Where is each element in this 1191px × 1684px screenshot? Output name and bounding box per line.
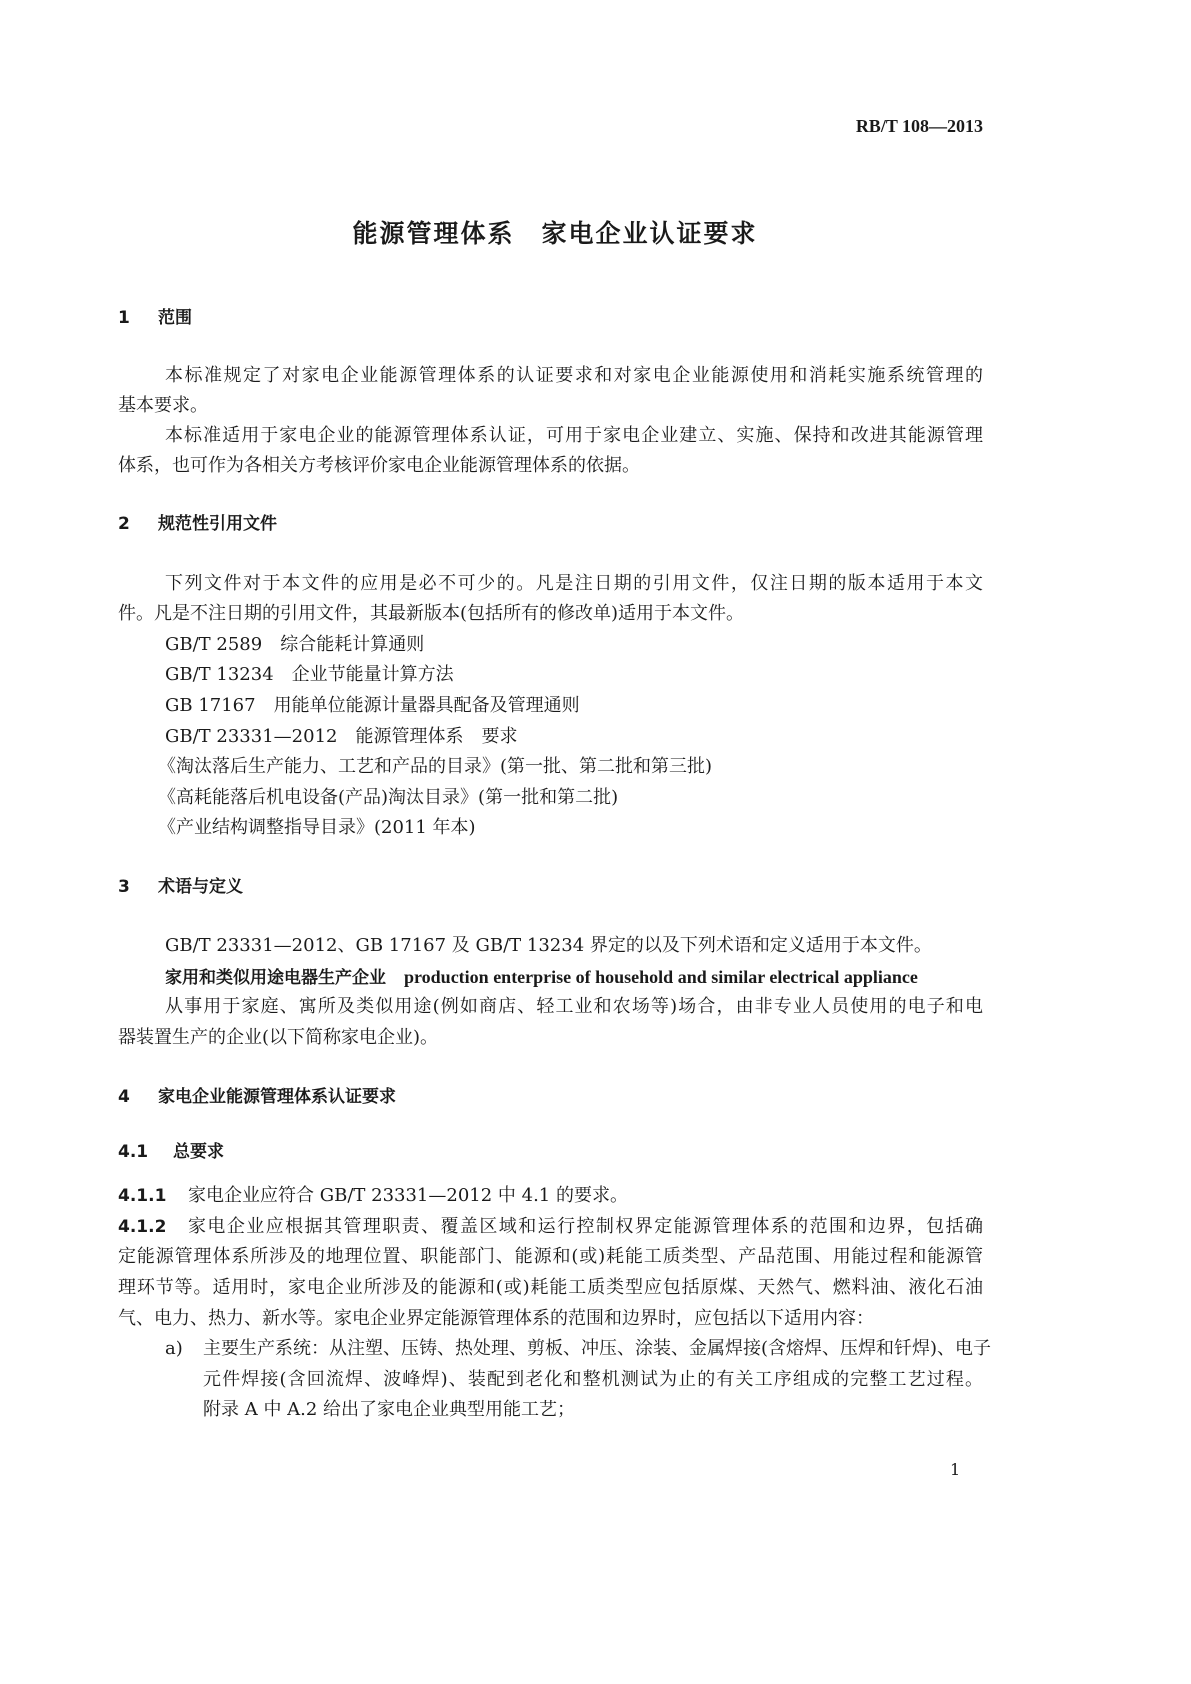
clause-4-1-2: [118, 1214, 983, 1240]
reference-item: 《淘汰落后生产能力、工艺和产品的目录》(第一批、第二批和第三批): [158, 756, 713, 777]
section-2-heading: [118, 511, 277, 537]
definition-line: 从事用于家庭、寓所及类似用途(例如商店、轻工业和农场等)场合，由非专业人员使用的电子和电: [165, 996, 983, 1017]
reference-item: 《产业结构调整指导目录》(2011 年本): [158, 817, 476, 838]
paragraph-line: 基本要求。: [118, 395, 208, 416]
clause-number: 4.1.2: [118, 1217, 167, 1237]
clause-line: 气、电力、热力、新水等。家电企业界定能源管理体系的范围和边界时，应包括以下适用内容：: [118, 1308, 874, 1329]
section-number: 2: [118, 514, 130, 534]
reference-item: GB 17167 用能单位能源计量器具配备及管理通则: [165, 695, 580, 716]
section-number: 4.1: [118, 1142, 149, 1162]
reference-item: GB/T 13234 企业节能量计算方法: [165, 664, 454, 685]
paragraph-line: 下列文件对于本文件的应用是必不可少的。凡是注日期的引用文件，仅注日期的版本适用于本文: [165, 573, 983, 594]
term-entry: [165, 964, 918, 990]
reference-item: 《高耗能落后机电设备(产品)淘汰目录》(第一批和第二批): [158, 787, 619, 808]
clause-4-1-1: [118, 1183, 628, 1209]
clause-text: 家电企业应根据其管理职责、覆盖区域和运行控制权界定能源管理体系的范围和边界，包括确: [188, 1216, 983, 1237]
section-4-1-heading: [118, 1139, 224, 1165]
document-code: RB/T 108—2013: [855, 116, 983, 136]
section-3-heading: [118, 874, 243, 900]
section-title: 术语与定义: [158, 877, 243, 897]
section-4-heading: [118, 1084, 396, 1110]
paragraph-line: 体系，也可作为各相关方考核评价家电企业能源管理体系的依据。: [118, 455, 640, 476]
clause-text: 家电企业应符合 GB/T 23331—2012 中 4.1 的要求。: [188, 1185, 628, 1206]
term-en: production enterprise of household and similar electrical appliance: [404, 967, 918, 987]
section-1-heading: [118, 305, 192, 331]
paragraph-line: 本标准规定了对家电企业能源管理体系的认证要求和对家电企业能源使用和消耗实施系统管理的: [165, 365, 983, 386]
clause-line: 理环节等。适用时，家电企业所涉及的能源和(或)耗能工质类型应包括原煤、天然气、燃料油、液化石油: [118, 1277, 983, 1298]
section-number: 1: [118, 308, 130, 328]
definition-line: 器装置生产的企业(以下简称家电企业)。: [118, 1027, 439, 1048]
page-number: 1: [950, 1460, 961, 1479]
section-number: 3: [118, 877, 130, 897]
term-zh: 家用和类似用途电器生产企业: [165, 968, 386, 988]
clause-line: 定能源管理体系所涉及的地理位置、职能部门、能源和(或)耗能工质类型、产品范围、用能过程和能源管: [118, 1246, 983, 1267]
section-number: 4: [118, 1087, 130, 1107]
paragraph-line: 件。凡是不注日期的引用文件，其最新版本(包括所有的修改单)适用于本文件。: [118, 603, 745, 624]
paragraph-line: GB/T 23331—2012、GB 17167 及 GB/T 13234 界定的以及下列术语和定义适用于本文件。: [165, 935, 932, 956]
document-title: 能源管理体系 家电企业认证要求: [352, 219, 758, 248]
paragraph-line: 本标准适用于家电企业的能源管理体系认证，可用于家电企业建立、实施、保持和改进其能源管理: [165, 425, 983, 446]
list-item-line: 元件焊接(含回流焊、波峰焊)、装配到老化和整机测试为止的有关工序组成的完整工艺过程。: [203, 1369, 983, 1390]
list-item-line: 附录 A 中 A.2 给出了家电企业典型用能工艺；: [203, 1399, 576, 1420]
section-title: 总要求: [173, 1142, 224, 1162]
list-item-label: a): [165, 1338, 183, 1359]
reference-item: GB/T 23331—2012 能源管理体系 要求: [165, 726, 518, 747]
section-title: 范围: [158, 308, 192, 328]
reference-item: GB/T 2589 综合能耗计算通则: [165, 634, 425, 655]
section-title: 家电企业能源管理体系认证要求: [158, 1087, 396, 1107]
list-item-line: 主要生产系统：从注塑、压铸、热处理、剪板、冲压、涂装、金属焊接(含熔焊、压焊和钎焊)、电子: [203, 1338, 992, 1359]
clause-number: 4.1.1: [118, 1186, 167, 1206]
section-title: 规范性引用文件: [158, 514, 277, 534]
